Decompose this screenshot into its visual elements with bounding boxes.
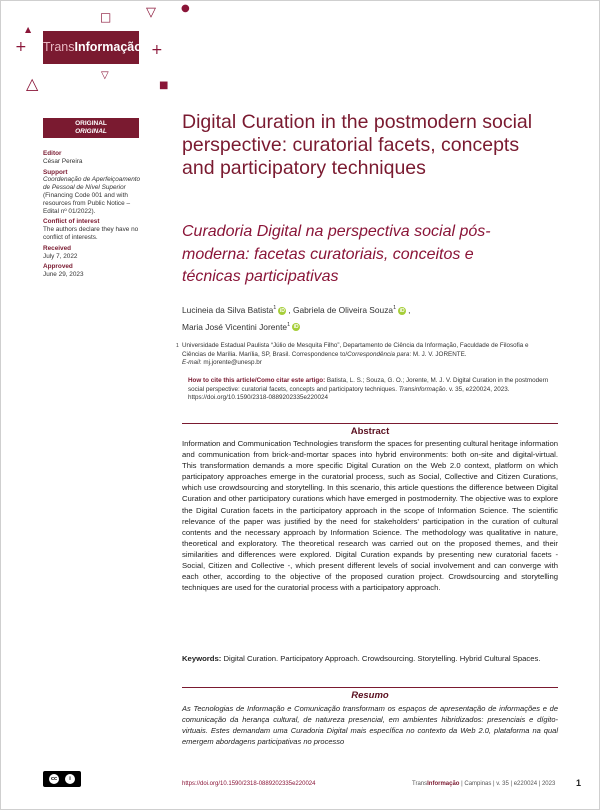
citation-label: How to cite this article/Como citar este artigo: bbox=[188, 377, 326, 384]
support-value bbox=[43, 176, 143, 215]
author-affiliation-mark: 1 bbox=[273, 305, 277, 311]
affiliation-number: 1 bbox=[176, 343, 179, 349]
conflict-label: Conflict of interest bbox=[43, 218, 100, 226]
decorative-triangle-icon: ▽ bbox=[146, 5, 156, 20]
orcid-icon[interactable]: iD bbox=[279, 307, 285, 314]
citation-block bbox=[188, 377, 552, 403]
author-name: Lucineia da Silva Batista bbox=[182, 304, 274, 315]
keywords-text: Digital Curation. Participatory Approach. Crowdsourcing. Storytelling. Hybrid Cultural Spaces. bbox=[221, 654, 541, 663]
editor-label: Editor bbox=[43, 150, 62, 157]
footer-doi-link[interactable]: https://doi.org/10.1590/2318-0889202335e220024 bbox=[182, 781, 316, 787]
support-details: (Financing Code 001 and with resources from Public Notice – Edital nº 01/2022). bbox=[43, 191, 131, 215]
citation-doi[interactable]: . v. 35, e220024, 2023. https://doi.org/10.1590/2318-0889202335e220024 bbox=[188, 385, 510, 402]
received-label: Received bbox=[43, 244, 72, 252]
author-affiliation-mark: 1 bbox=[393, 305, 397, 311]
support-agency: Coordenação de Aperfeiçoamento de Pessoal de Nível Superior bbox=[43, 176, 141, 192]
author-name: Gabriela de Oliveira Souza bbox=[292, 304, 394, 315]
approved-value: June 29, 2023 bbox=[43, 271, 84, 279]
article-metadata-sidebar bbox=[43, 147, 143, 280]
affiliation-text: Universidade Estadual Paulista “Júlio de Mesquita Filho”, Departamento de Ciência da Informação, Faculdade de Filosofia e Ciências de Marília. Marília, SP, Brasil. Correspondence to/ bbox=[182, 342, 529, 358]
footer-journal-part2: Informação bbox=[427, 781, 460, 787]
decorative-plus-icon: + bbox=[15, 39, 27, 55]
journal-logo bbox=[43, 31, 142, 64]
attribution-icon: i bbox=[65, 774, 75, 784]
keywords bbox=[182, 653, 558, 664]
keywords-label: Keywords: bbox=[182, 654, 222, 663]
footer-journal-part1: Trans bbox=[412, 781, 428, 787]
logo-part-informacao: Informação bbox=[74, 40, 142, 54]
abstract-text: Information and Communication Technologies transform the spaces for presenting cultural heritage information and communication from brick-and-mortar spaces into hybrid environments: both on-site and digital-virtual. This transformation demands a more specific Digital Curation on the Web 2.0 context, platform on which participatory approaches emerge in the curatorial process, such as Social, Collective and Citizen Curations, which use crowdsourcing and storytelling. In this scenario, this article questions the difference between Digital Curation and other participatory curations which have emerged in postmodernity. The objective was to explore the Digital Curation facets in the participatory approach in the scope of Information Science. The scientific relevance of the paper was justified by the need for stakeholders' participation in the curation of cultural contents and the necessary approach by Information Science. The methodology was qualitative in nature, theoretical and exploratory. The theoretical research was carried out on the proposed themes, and their similarities and differences were explored. Digital Curation expands by presenting new curatorial facets - Social, Citizen and Collective -, which present different levels of social involvement and can converge with each other, according to the objective of the proposed curation project. Crowdsourcing and storytelling techniques are used for the curatorial process with a participatory approach. bbox=[182, 439, 558, 593]
email-label: E-mail bbox=[182, 359, 200, 367]
decorative-triangle-outline-icon: △ bbox=[26, 74, 39, 93]
editor-value: César Pereira bbox=[43, 157, 83, 165]
decorative-dot-icon: ● bbox=[181, 3, 190, 14]
logo-part-trans: Trans bbox=[43, 40, 75, 54]
citation-journal: Transinformação bbox=[398, 385, 446, 393]
abstract-heading: Abstract bbox=[182, 423, 558, 437]
author-name: Maria José Vicentini Jorente bbox=[182, 321, 288, 332]
orcid-icon[interactable]: iD bbox=[293, 324, 299, 331]
page-number: 1 bbox=[576, 778, 582, 788]
approved-label: Approved bbox=[43, 263, 73, 271]
footer-journal-info bbox=[412, 781, 555, 787]
affiliation-correspondence: Correspondência para bbox=[347, 350, 410, 358]
citation-text: Batista, L. S.; Souza, G. O.; Jorente, M. J. V. Digital Curation in the postmodern social perspective: curatorial facets, concepts and participatory techniques. bbox=[188, 377, 549, 393]
orcid-icon[interactable]: iD bbox=[399, 307, 405, 314]
conflict-value: The authors declare they have no conflict of interests. bbox=[43, 226, 139, 241]
decorative-square-icon: □ bbox=[100, 10, 112, 24]
creative-commons-license-icon[interactable] bbox=[43, 771, 81, 787]
received-value: July 7, 2022 bbox=[43, 252, 78, 260]
article-title-en: Digital Curation in the postmodern social perspective: curatorial facets, concepts and participatory techniques bbox=[182, 111, 533, 179]
resumo-text: As Tecnologias de Informação e Comunicação transformam os espaços de apresentação de informações e de comunicação da herança cultural, de natureza presencial, em ambientes hibridizados: presenciais e dígito-virtuais. Estes demandam uma Curadoria Digital mais específica no contexto da Web 2.0, plataforma na qual emergem abordagens participativas no processo bbox=[182, 704, 558, 746]
decorative-small-triangle-icon: ▲ bbox=[25, 25, 32, 34]
email-link[interactable]: : mj.jorente@unesp.br bbox=[199, 359, 262, 367]
decorative-diamond-icon: ■ bbox=[159, 80, 169, 91]
section-type-en: ORIGINAL bbox=[75, 120, 107, 127]
footer-journal-details: | Campinas | v. 35 | e220024 | 2023 bbox=[459, 781, 556, 787]
affiliation-correspondence-name: : M. J. V. JORENTE. bbox=[409, 350, 467, 358]
support-label: Support bbox=[43, 168, 68, 176]
author-list: Lucineia da Silva Batista$^1$ iD , Gabriela de Oliveira Souza$^1$ iD , Maria José Vicentini Jorente$^1$ iD bbox=[182, 304, 411, 332]
resumo-heading: Resumo bbox=[182, 687, 558, 701]
decorative-plus-icon: + bbox=[151, 42, 163, 58]
decorative-triangle-icon: ▽ bbox=[101, 70, 109, 81]
cc-icon: cc bbox=[50, 776, 58, 782]
article-title-pt: Curadoria Digital na perspectiva social pós-moderna: facetas curatoriais, conceitos e técnicas participativas bbox=[182, 223, 491, 285]
affiliation-block bbox=[176, 342, 552, 368]
section-type-pt: ORIGINAL bbox=[75, 128, 107, 135]
author-affiliation-mark: 1 bbox=[287, 321, 291, 328]
section-type-badge bbox=[43, 118, 139, 138]
